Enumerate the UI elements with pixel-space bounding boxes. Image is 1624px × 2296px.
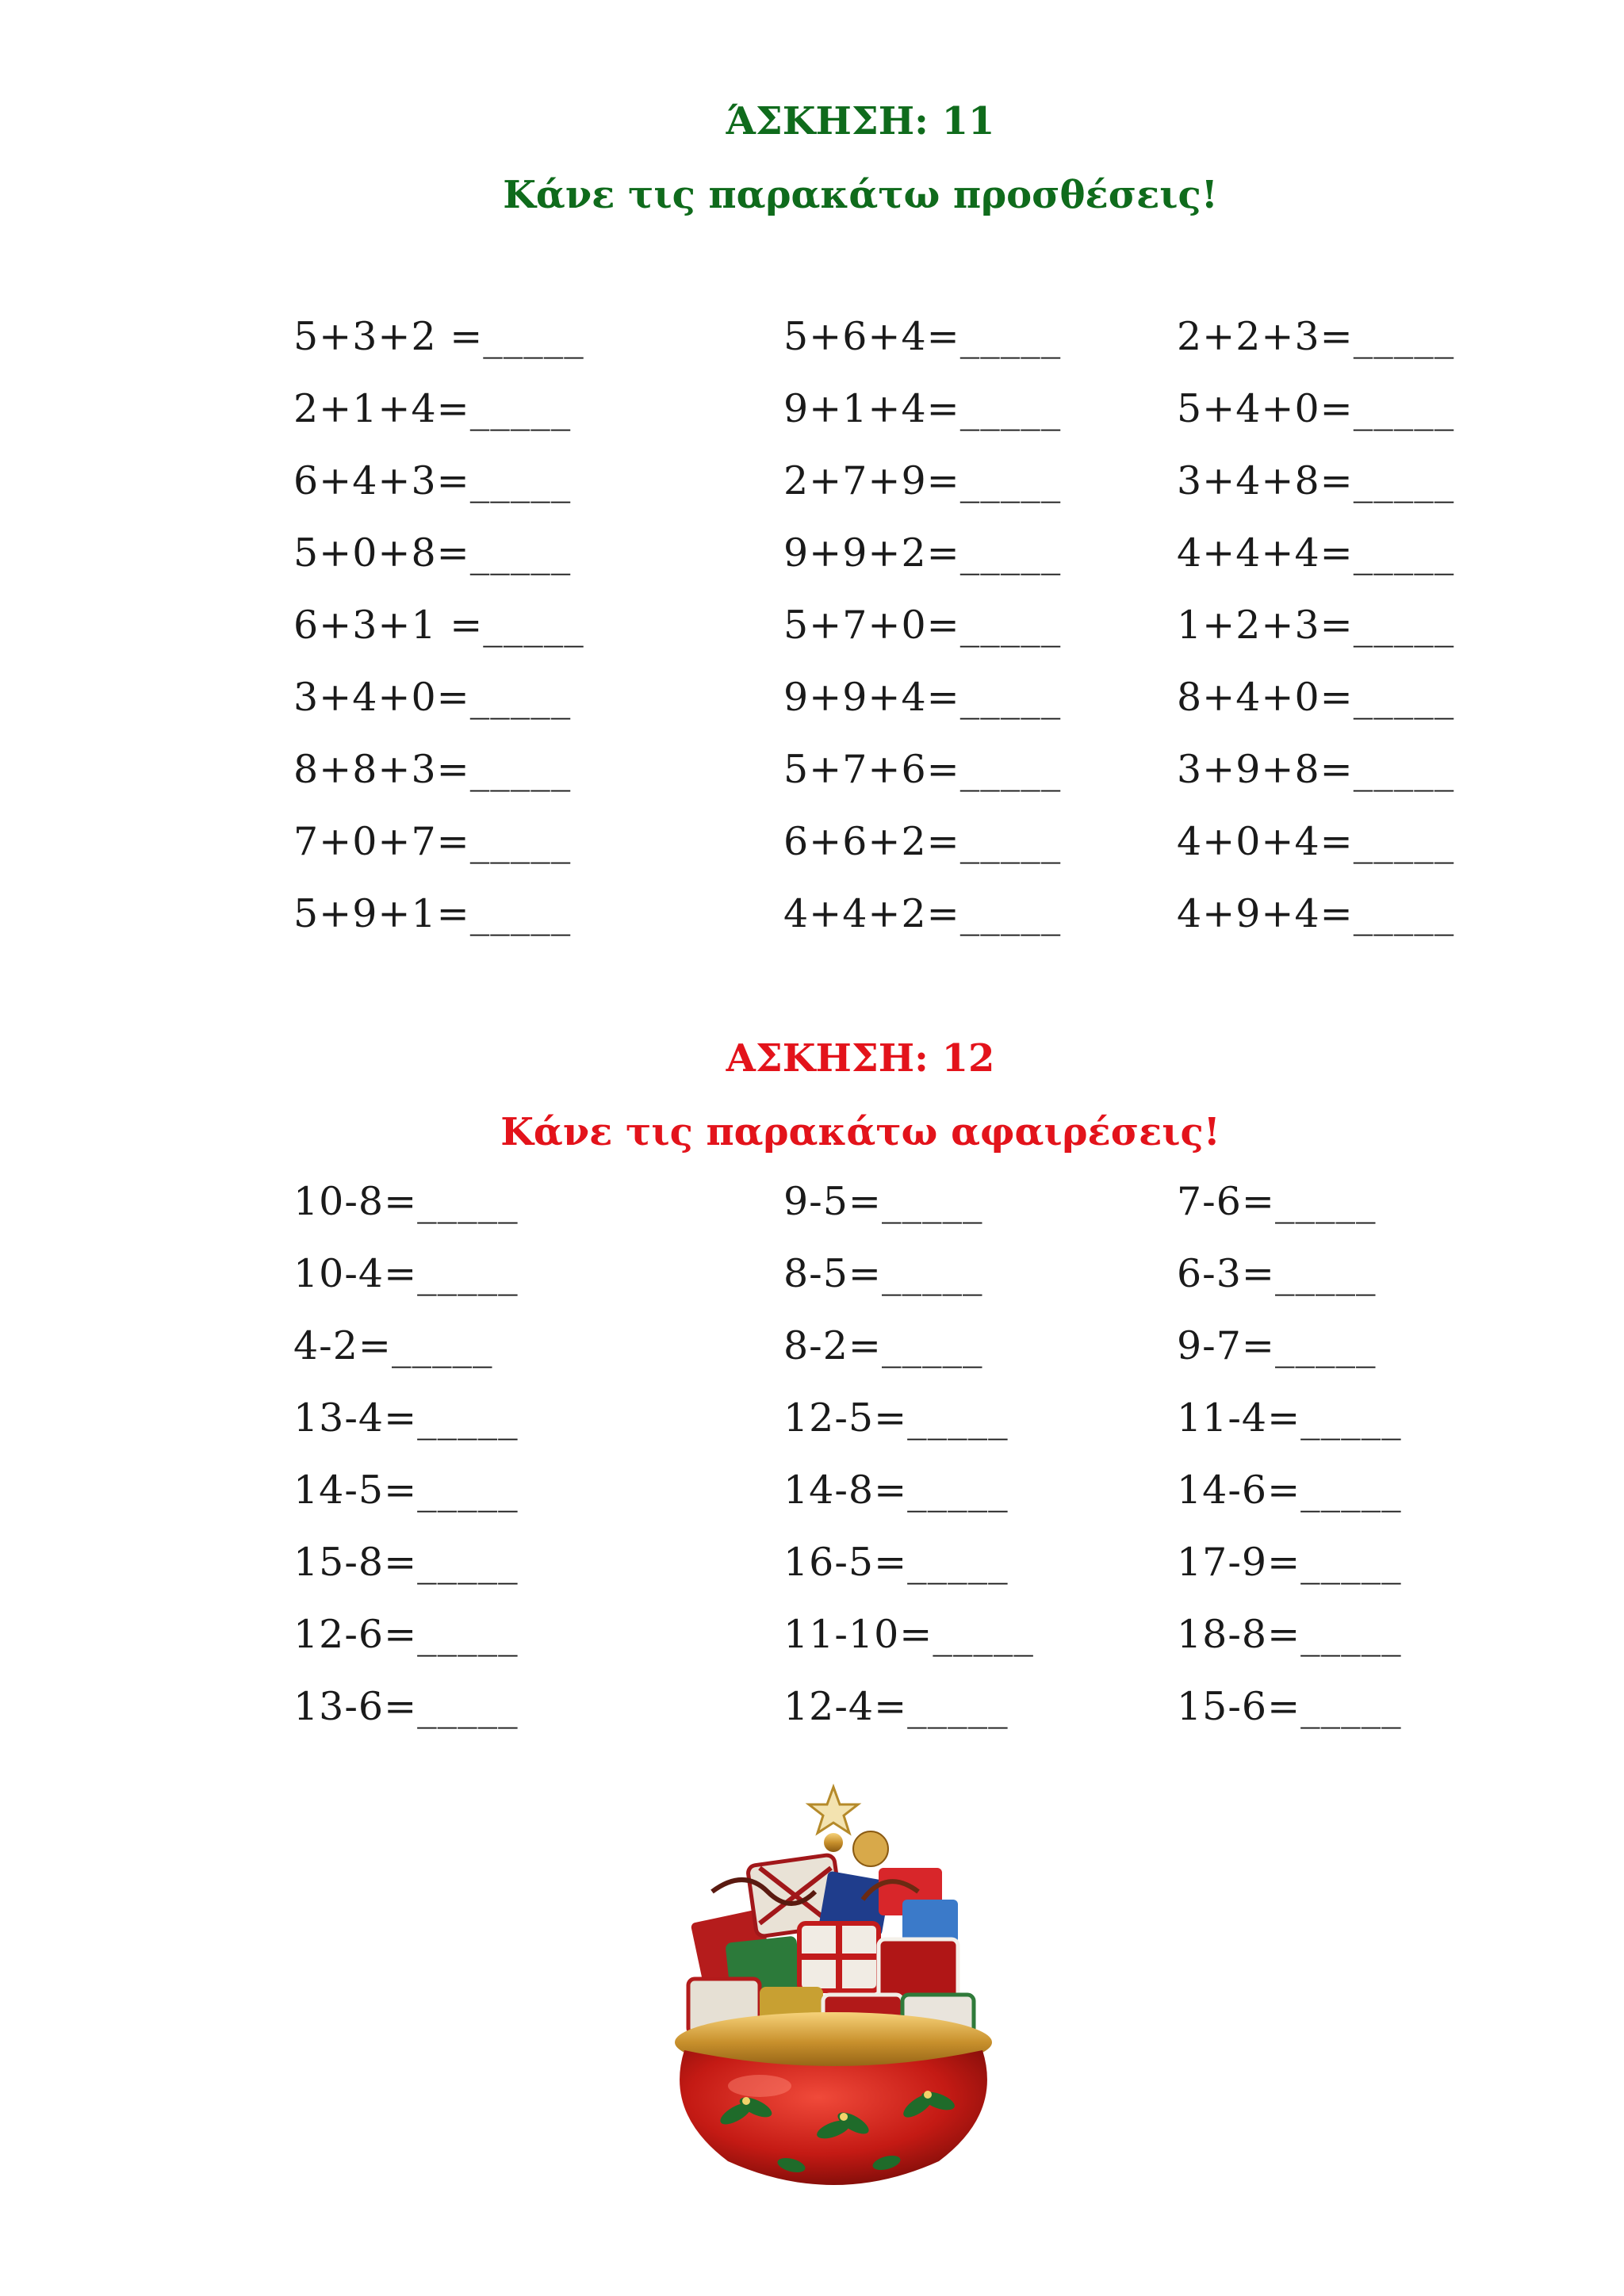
subtraction-problem: 12-4=_____ xyxy=(783,1684,1009,1729)
addition-problem: 2+1+4=_____ xyxy=(293,386,572,431)
subtraction-problem: 8-2=_____ xyxy=(783,1323,983,1368)
subtraction-problem: 16-5=_____ xyxy=(783,1540,1009,1585)
exercise-11-title: ΆΣΚΗΣΗ: 11 xyxy=(726,99,995,144)
addition-problem: 6+4+3=_____ xyxy=(293,458,572,503)
subtraction-problem: 13-4=_____ xyxy=(293,1395,519,1441)
subtraction-problem: 15-8=_____ xyxy=(293,1540,519,1585)
subtraction-problem: 12-5=_____ xyxy=(783,1395,1009,1441)
addition-problem: 3+4+0=_____ xyxy=(293,675,572,720)
addition-problem: 1+2+3=_____ xyxy=(1177,603,1455,648)
addition-problem: 3+4+8=_____ xyxy=(1177,458,1455,503)
addition-problem: 4+9+4=_____ xyxy=(1177,891,1455,936)
addition-problem: 8+8+3=_____ xyxy=(293,747,572,792)
addition-problem: 5+0+8=_____ xyxy=(293,530,572,576)
addition-problem: 6+6+2=_____ xyxy=(783,819,1062,864)
subtraction-problem: 10-8=_____ xyxy=(293,1179,519,1224)
addition-problem: 5+9+1=_____ xyxy=(293,891,572,936)
addition-problem: 2+7+9=_____ xyxy=(783,458,1062,503)
addition-problem: 6+3+1 =_____ xyxy=(293,603,584,648)
subtraction-problem: 10-4=_____ xyxy=(293,1251,519,1296)
exercise-11-subtitle: Κάνε τις παρακάτω προσθέσεις! xyxy=(503,173,1218,217)
addition-problem: 9+9+4=_____ xyxy=(783,675,1062,720)
addition-problem: 5+6+4=_____ xyxy=(783,314,1062,359)
addition-problem: 4+4+4=_____ xyxy=(1177,530,1455,576)
subtraction-problem: 15-6=_____ xyxy=(1177,1684,1402,1729)
exercise-12-title: ΑΣΚΗΣΗ: 12 xyxy=(726,1036,995,1081)
subtraction-problem: 12-6=_____ xyxy=(293,1612,519,1657)
subtraction-problem: 17-9=_____ xyxy=(1177,1540,1402,1585)
addition-problem: 8+4+0=_____ xyxy=(1177,675,1455,720)
addition-problem: 4+4+2=_____ xyxy=(783,891,1062,936)
addition-problem: 5+3+2 =_____ xyxy=(293,314,584,359)
addition-problem: 7+0+7=_____ xyxy=(293,819,572,864)
subtraction-problem: 11-4=_____ xyxy=(1177,1395,1402,1441)
subtraction-problem: 9-7=_____ xyxy=(1177,1323,1377,1368)
addition-problem: 2+2+3=_____ xyxy=(1177,314,1455,359)
addition-problem: 9+9+2=_____ xyxy=(783,530,1062,576)
subtraction-problem: 14-6=_____ xyxy=(1177,1468,1402,1513)
subtraction-problem: 6-3=_____ xyxy=(1177,1251,1377,1296)
subtraction-problem: 14-8=_____ xyxy=(783,1468,1009,1513)
addition-problem: 5+7+0=_____ xyxy=(783,603,1062,648)
subtraction-problem: 7-6=_____ xyxy=(1177,1179,1377,1224)
exercise-12-subtitle: Κάνε τις παρακάτω αφαιρέσεις! xyxy=(500,1110,1220,1154)
subtraction-problem: 8-5=_____ xyxy=(783,1251,983,1296)
addition-problem: 5+7+6=_____ xyxy=(783,747,1062,792)
subtraction-problem: 9-5=_____ xyxy=(783,1179,983,1224)
subtraction-problem: 18-8=_____ xyxy=(1177,1612,1402,1657)
addition-problem: 5+4+0=_____ xyxy=(1177,386,1455,431)
addition-problem: 9+1+4=_____ xyxy=(783,386,1062,431)
subtraction-problem: 4-2=_____ xyxy=(293,1323,493,1368)
subtraction-problem: 13-6=_____ xyxy=(293,1684,519,1729)
subtraction-problem: 11-10=_____ xyxy=(783,1612,1034,1657)
addition-problem: 3+9+8=_____ xyxy=(1177,747,1455,792)
subtraction-problem: 14-5=_____ xyxy=(293,1468,519,1513)
christmas-gift-sack-ornament-icon xyxy=(641,1781,1026,2193)
addition-problem: 4+0+4=_____ xyxy=(1177,819,1455,864)
